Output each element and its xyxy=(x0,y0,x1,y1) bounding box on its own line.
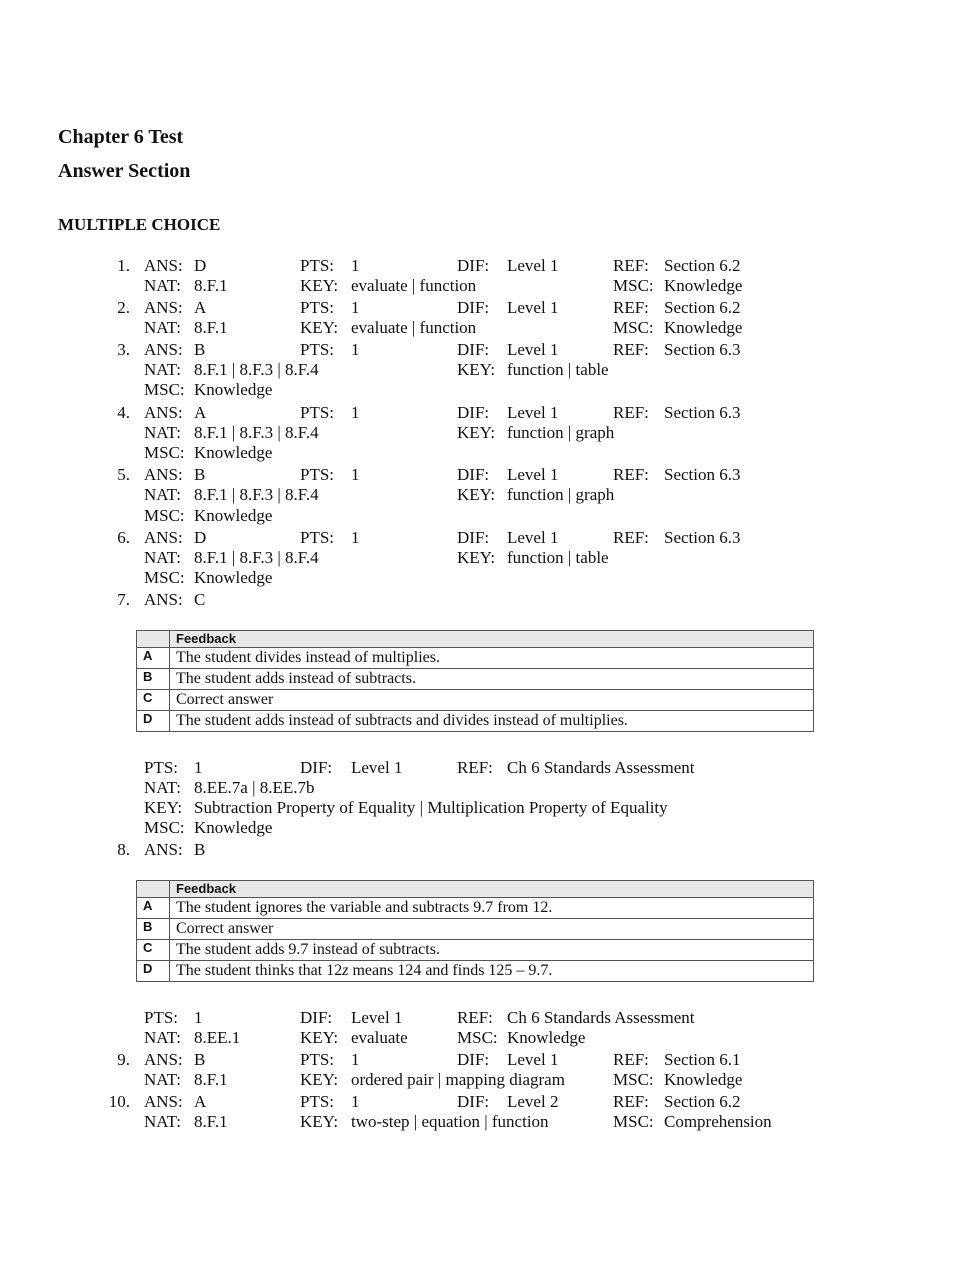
q9-number: 9. xyxy=(117,1050,130,1069)
nat-label: NAT: xyxy=(144,778,181,797)
q10-ref: Section 6.2 xyxy=(664,1092,741,1111)
q7-line5 xyxy=(0,818,979,838)
feedback-text xyxy=(170,961,814,982)
q3-line3 xyxy=(0,380,979,400)
nat-label: NAT: xyxy=(144,1112,181,1131)
feedback-row xyxy=(137,690,814,711)
q3-line1 xyxy=(0,340,979,360)
q5-ref: Section 6.3 xyxy=(664,465,741,484)
q8-ref: Ch 6 Standards Assessment xyxy=(507,1008,695,1027)
ans-label: ANS: xyxy=(144,528,183,547)
feedback-row xyxy=(137,919,814,940)
q4-line1 xyxy=(0,403,979,423)
q10-pts: 1 xyxy=(351,1092,360,1111)
msc-label: MSC: xyxy=(144,506,185,525)
key-label: KEY: xyxy=(300,276,339,295)
msc-label: MSC: xyxy=(613,1070,654,1089)
feedback-text: The student divides instead of multiplies. xyxy=(170,648,814,669)
q4-key: function | graph xyxy=(507,423,615,442)
q9-ans: B xyxy=(194,1050,206,1069)
q6-msc: Knowledge xyxy=(194,568,273,587)
q8-key: evaluate xyxy=(351,1028,408,1047)
q7-line3 xyxy=(0,778,979,798)
msc-label: MSC: xyxy=(613,318,654,337)
q1-pts: 1 xyxy=(351,256,360,275)
ref-label: REF: xyxy=(613,528,649,547)
q2-line1 xyxy=(0,298,979,318)
feedback-text-after: means 124 and finds 125 – 9.7. xyxy=(348,962,553,979)
q3-dif: Level 1 xyxy=(507,340,559,359)
nat-label: NAT: xyxy=(144,485,181,504)
page-subtitle: Answer Section xyxy=(58,160,191,182)
feedback-row xyxy=(137,961,814,982)
q2-key: evaluate | function xyxy=(351,318,477,337)
feedback-row xyxy=(137,669,814,690)
dif-label: DIF: xyxy=(457,403,490,422)
q9-line2 xyxy=(0,1070,979,1090)
q8-nat: 8.EE.1 xyxy=(194,1028,241,1047)
ans-label: ANS: xyxy=(144,465,183,484)
pts-label: PTS: xyxy=(300,1092,335,1111)
ref-label: REF: xyxy=(613,403,649,422)
dif-label: DIF: xyxy=(300,1008,333,1027)
q6-ref: Section 6.3 xyxy=(664,528,741,547)
q9-nat: 8.F.1 xyxy=(194,1070,228,1089)
nat-label: NAT: xyxy=(144,276,181,295)
nat-label: NAT: xyxy=(144,548,181,567)
q5-line2 xyxy=(0,485,979,505)
ref-label: REF: xyxy=(613,340,649,359)
q6-ans: D xyxy=(194,528,207,547)
q7-ref: Ch 6 Standards Assessment xyxy=(507,758,695,777)
feedback-letter: B xyxy=(137,669,170,690)
feedback-letter: D xyxy=(137,711,170,732)
pts-label: PTS: xyxy=(300,528,335,547)
section-heading: MULTIPLE CHOICE xyxy=(58,215,221,234)
q1-line1 xyxy=(0,256,979,276)
ans-label: ANS: xyxy=(144,340,183,359)
key-label: KEY: xyxy=(457,423,496,442)
q2-number: 2. xyxy=(117,298,130,317)
key-label: KEY: xyxy=(457,548,496,567)
q10-line1 xyxy=(0,1092,979,1112)
ans-label: ANS: xyxy=(144,403,183,422)
q6-pts: 1 xyxy=(351,528,360,547)
q10-line2 xyxy=(0,1112,979,1132)
q4-ans: A xyxy=(194,403,207,422)
key-label: KEY: xyxy=(300,1112,339,1131)
feedback-text: The student ignores the variable and subtracts 9.7 from 12. xyxy=(170,898,814,919)
feedback-letter: C xyxy=(137,940,170,961)
ref-label: REF: xyxy=(613,1092,649,1111)
q8-number: 8. xyxy=(117,840,130,859)
pts-label: PTS: xyxy=(300,256,335,275)
q2-nat: 8.F.1 xyxy=(194,318,228,337)
msc-label: MSC: xyxy=(457,1028,498,1047)
key-label: KEY: xyxy=(457,485,496,504)
q3-line2 xyxy=(0,360,979,380)
q9-dif: Level 1 xyxy=(507,1050,559,1069)
q8-feedback-table xyxy=(136,880,814,982)
dif-label: DIF: xyxy=(457,528,490,547)
q5-line3 xyxy=(0,506,979,526)
feedback-text: The student adds 9.7 instead of subtracts. xyxy=(170,940,814,961)
q6-dif: Level 1 xyxy=(507,528,559,547)
q2-line2 xyxy=(0,318,979,338)
q4-ref: Section 6.3 xyxy=(664,403,741,422)
feedback-header-row xyxy=(137,631,814,648)
q9-line1 xyxy=(0,1050,979,1070)
feedback-text-before: The student thinks that 12 xyxy=(176,962,343,979)
ref-label: REF: xyxy=(613,298,649,317)
msc-label: MSC: xyxy=(613,1112,654,1131)
q5-number: 5. xyxy=(117,465,130,484)
pts-label: PTS: xyxy=(300,465,335,484)
q2-pts: 1 xyxy=(351,298,360,317)
q8-line2 xyxy=(0,1008,979,1028)
msc-label: MSC: xyxy=(613,276,654,295)
nat-label: NAT: xyxy=(144,318,181,337)
q3-ref: Section 6.3 xyxy=(664,340,741,359)
dif-label: DIF: xyxy=(457,340,490,359)
feedback-letter: D xyxy=(137,961,170,982)
q3-number: 3. xyxy=(117,340,130,359)
feedback-header-row xyxy=(137,881,814,898)
q1-ans: D xyxy=(194,256,207,275)
pts-label: PTS: xyxy=(300,403,335,422)
ans-label: ANS: xyxy=(144,840,183,859)
q1-nat: 8.F.1 xyxy=(194,276,228,295)
key-label: KEY: xyxy=(300,318,339,337)
ans-label: ANS: xyxy=(144,1050,183,1069)
key-label: KEY: xyxy=(300,1028,339,1047)
q8-line3 xyxy=(0,1028,979,1048)
feedback-text: The student adds instead of subtracts. xyxy=(170,669,814,690)
q3-nat: 8.F.1 | 8.F.3 | 8.F.4 xyxy=(194,360,319,379)
pts-label: PTS: xyxy=(144,1008,179,1027)
q1-line2 xyxy=(0,276,979,296)
q4-pts: 1 xyxy=(351,403,360,422)
key-label: KEY: xyxy=(144,798,183,817)
q4-line3 xyxy=(0,443,979,463)
q4-dif: Level 1 xyxy=(507,403,559,422)
q7-key: Subtraction Property of Equality | Multiplication Property of Equality xyxy=(194,798,668,817)
q7-dif: Level 1 xyxy=(351,758,403,777)
q9-ref: Section 6.1 xyxy=(664,1050,741,1069)
q10-number: 10. xyxy=(108,1092,130,1111)
q8-ans: B xyxy=(194,840,206,859)
nat-label: NAT: xyxy=(144,1028,181,1047)
q4-line2 xyxy=(0,423,979,443)
q5-msc: Knowledge xyxy=(194,506,273,525)
q1-ref: Section 6.2 xyxy=(664,256,741,275)
feedback-text: Correct answer xyxy=(170,919,814,940)
feedback-variable: z xyxy=(342,962,349,979)
ref-label: REF: xyxy=(613,465,649,484)
dif-label: DIF: xyxy=(457,1092,490,1111)
q10-ans: A xyxy=(194,1092,207,1111)
q5-key: function | graph xyxy=(507,485,615,504)
q3-ans: B xyxy=(194,340,206,359)
q7-line2 xyxy=(0,758,979,778)
ref-label: REF: xyxy=(457,1008,493,1027)
pts-label: PTS: xyxy=(300,1050,335,1069)
key-label: KEY: xyxy=(457,360,496,379)
q10-key: two-step | equation | function xyxy=(351,1112,549,1131)
msc-label: MSC: xyxy=(144,380,185,399)
q10-msc: Comprehension xyxy=(664,1112,772,1131)
feedback-row xyxy=(137,648,814,669)
q2-dif: Level 1 xyxy=(507,298,559,317)
ref-label: REF: xyxy=(457,758,493,777)
pts-label: PTS: xyxy=(300,298,335,317)
q1-dif: Level 1 xyxy=(507,256,559,275)
q8-line1 xyxy=(0,840,979,860)
dif-label: DIF: xyxy=(457,298,490,317)
msc-label: MSC: xyxy=(144,568,185,587)
q2-msc: Knowledge xyxy=(664,318,743,337)
ans-label: ANS: xyxy=(144,590,183,609)
q6-key: function | table xyxy=(507,548,609,567)
q1-key: evaluate | function xyxy=(351,276,477,295)
feedback-letter: A xyxy=(137,648,170,669)
nat-label: NAT: xyxy=(144,1070,181,1089)
feedback-header: Feedback xyxy=(170,881,814,898)
pts-label: PTS: xyxy=(300,340,335,359)
ref-label: REF: xyxy=(613,256,649,275)
q8-msc: Knowledge xyxy=(507,1028,586,1047)
q5-pts: 1 xyxy=(351,465,360,484)
q1-number: 1. xyxy=(117,256,130,275)
q4-nat: 8.F.1 | 8.F.3 | 8.F.4 xyxy=(194,423,319,442)
ans-label: ANS: xyxy=(144,256,183,275)
q3-pts: 1 xyxy=(351,340,360,359)
q7-feedback-table xyxy=(136,630,814,732)
dif-label: DIF: xyxy=(457,465,490,484)
q4-msc: Knowledge xyxy=(194,443,273,462)
q7-msc: Knowledge xyxy=(194,818,273,837)
q7-pts: 1 xyxy=(194,758,203,777)
nat-label: NAT: xyxy=(144,360,181,379)
q7-number: 7. xyxy=(117,590,130,609)
key-label: KEY: xyxy=(300,1070,339,1089)
q9-key: ordered pair | mapping diagram xyxy=(351,1070,565,1089)
feedback-row xyxy=(137,711,814,732)
feedback-letter: B xyxy=(137,919,170,940)
feedback-text: The student adds instead of subtracts and divides instead of multiplies. xyxy=(170,711,814,732)
feedback-header: Feedback xyxy=(170,631,814,648)
ans-label: ANS: xyxy=(144,1092,183,1111)
q3-key: function | table xyxy=(507,360,609,379)
dif-label: DIF: xyxy=(457,256,490,275)
q9-pts: 1 xyxy=(351,1050,360,1069)
q7-nat: 8.EE.7a | 8.EE.7b xyxy=(194,778,315,797)
msc-label: MSC: xyxy=(144,443,185,462)
page-title: Chapter 6 Test xyxy=(58,126,184,148)
nat-label: NAT: xyxy=(144,423,181,442)
q3-msc: Knowledge xyxy=(194,380,273,399)
q2-ref: Section 6.2 xyxy=(664,298,741,317)
q5-line1 xyxy=(0,465,979,485)
q5-nat: 8.F.1 | 8.F.3 | 8.F.4 xyxy=(194,485,319,504)
dif-label: DIF: xyxy=(457,1050,490,1069)
q6-line2 xyxy=(0,548,979,568)
msc-label: MSC: xyxy=(144,818,185,837)
q5-dif: Level 1 xyxy=(507,465,559,484)
q7-line4 xyxy=(0,798,979,818)
q6-line1 xyxy=(0,528,979,548)
q10-dif: Level 2 xyxy=(507,1092,559,1111)
q8-dif: Level 1 xyxy=(351,1008,403,1027)
feedback-text: Correct answer xyxy=(170,690,814,711)
dif-label: DIF: xyxy=(300,758,333,777)
feedback-row xyxy=(137,898,814,919)
q4-number: 4. xyxy=(117,403,130,422)
feedback-row xyxy=(137,940,814,961)
pts-label: PTS: xyxy=(144,758,179,777)
q10-nat: 8.F.1 xyxy=(194,1112,228,1131)
q7-ans: C xyxy=(194,590,206,609)
q6-nat: 8.F.1 | 8.F.3 | 8.F.4 xyxy=(194,548,319,567)
q8-pts: 1 xyxy=(194,1008,203,1027)
q1-msc: Knowledge xyxy=(664,276,743,295)
q5-ans: B xyxy=(194,465,206,484)
feedback-letter: C xyxy=(137,690,170,711)
ref-label: REF: xyxy=(613,1050,649,1069)
q6-number: 6. xyxy=(117,528,130,547)
ans-label: ANS: xyxy=(144,298,183,317)
q6-line3 xyxy=(0,568,979,588)
q7-line1 xyxy=(0,590,979,610)
q9-msc: Knowledge xyxy=(664,1070,743,1089)
q2-ans: A xyxy=(194,298,207,317)
feedback-letter: A xyxy=(137,898,170,919)
